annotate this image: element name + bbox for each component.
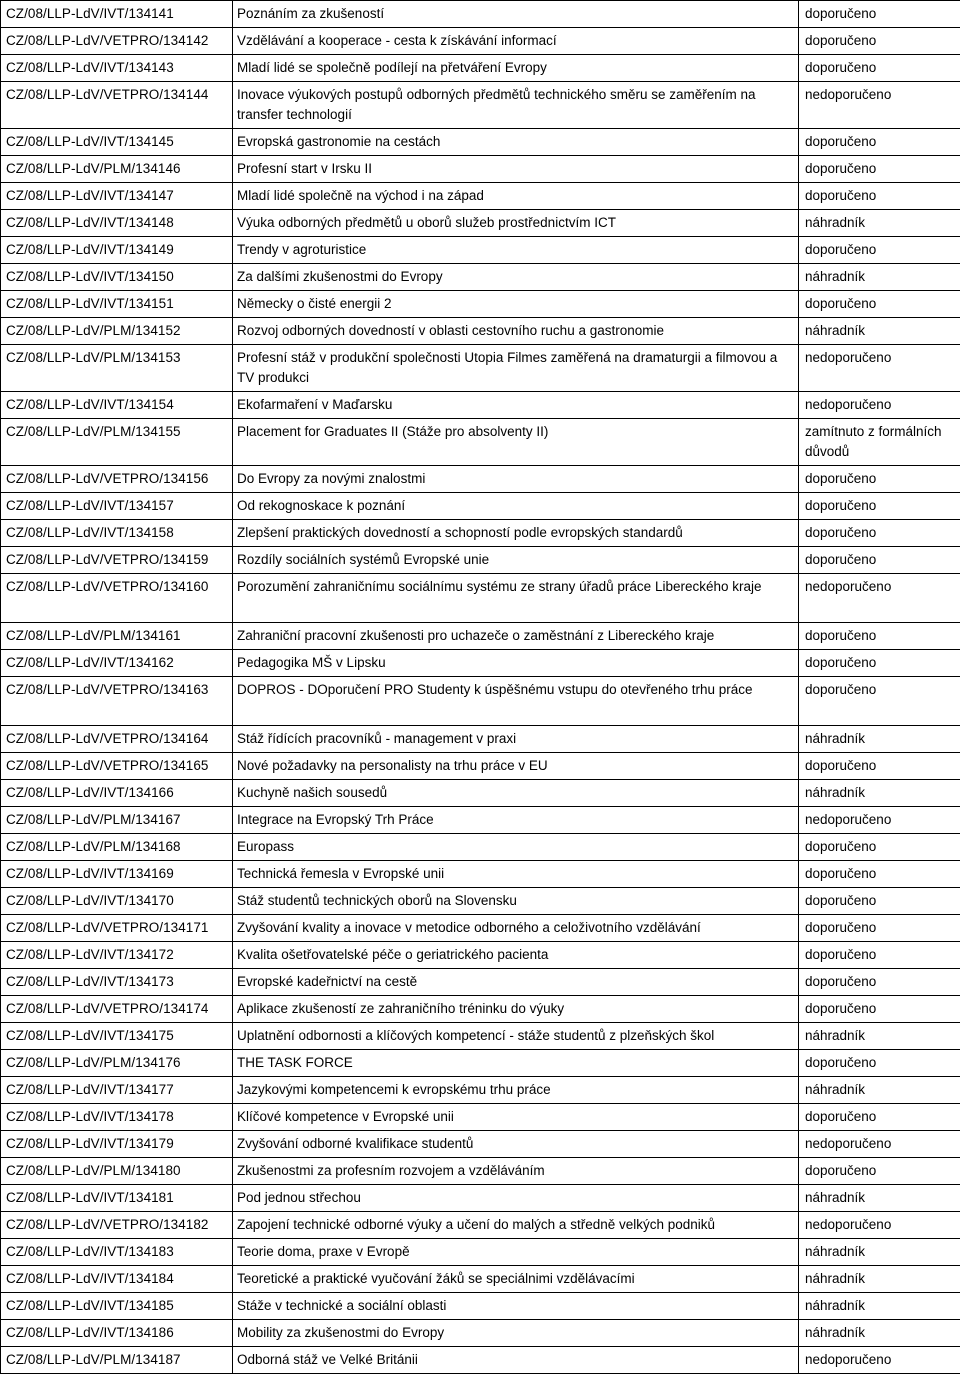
project-title-cell: Německy o čisté energii 2 [233,291,799,318]
status-cell: doporučeno [799,888,960,915]
status-cell: doporučeno [799,237,960,264]
project-code-cell: CZ/08/LLP-LdV/IVT/134151 [1,291,233,318]
project-title-cell: Stáž řídících pracovníků - management v praxi [233,726,799,753]
project-title-cell: Porozumění zahraničnímu sociálnímu systému ze strany úřadů práce Libereckého kraje [233,574,799,623]
table-row [1,1023,960,1050]
project-code-cell: CZ/08/LLP-LdV/IVT/134162 [1,650,233,677]
table-row [1,183,960,210]
table-row [1,1266,960,1293]
project-code-cell: CZ/08/LLP-LdV/VETPRO/134171 [1,915,233,942]
status-cell: náhradník [799,210,960,237]
status-cell: doporučeno [799,861,960,888]
project-title-cell: Inovace výukových postupů odborných předmětů technického směru se zaměřením na transfer technologií [233,82,799,129]
project-code-cell: CZ/08/LLP-LdV/IVT/134170 [1,888,233,915]
project-title-cell: Teorie doma, praxe v Evropě [233,1239,799,1266]
status-cell: doporučeno [799,520,960,547]
table-row [1,493,960,520]
project-code-cell: CZ/08/LLP-LdV/VETPRO/134159 [1,547,233,574]
table-row [1,915,960,942]
project-title-cell: Rozdíly sociálních systémů Evropské unie [233,547,799,574]
project-code-cell: CZ/08/LLP-LdV/PLM/134180 [1,1158,233,1185]
project-code-cell: CZ/08/LLP-LdV/IVT/134181 [1,1185,233,1212]
table-row [1,1158,960,1185]
project-title-cell: Europass [233,834,799,861]
project-code-cell: CZ/08/LLP-LdV/IVT/134183 [1,1239,233,1266]
table-row [1,753,960,780]
table-row [1,55,960,82]
status-cell: doporučeno [799,129,960,156]
project-code-cell: CZ/08/LLP-LdV/VETPRO/134174 [1,996,233,1023]
status-cell: doporučeno [799,996,960,1023]
status-cell: doporučeno [799,28,960,55]
project-code-cell: CZ/08/LLP-LdV/IVT/134175 [1,1023,233,1050]
project-code-cell: CZ/08/LLP-LdV/IVT/134178 [1,1104,233,1131]
table-row [1,807,960,834]
project-code-cell: CZ/08/LLP-LdV/IVT/134149 [1,237,233,264]
project-title-cell: Teoretické a praktické vyučování žáků se speciálnimi vzdělávacími [233,1266,799,1293]
table-row [1,237,960,264]
project-code-cell: CZ/08/LLP-LdV/PLM/134168 [1,834,233,861]
project-title-cell: Technická řemesla v Evropské unii [233,861,799,888]
table-row [1,466,960,493]
table-row [1,547,960,574]
table-row [1,1320,960,1347]
status-cell: doporučeno [799,969,960,996]
project-title-cell: Vzdělávání a kooperace - cesta k získávání informací [233,28,799,55]
table-row [1,264,960,291]
status-cell: nedoporučeno [799,1347,960,1374]
status-cell: doporučeno [799,55,960,82]
project-title-cell: Uplatnění odbornosti a klíčových kompetencí - stáže studentů z plzeňských škol [233,1023,799,1050]
table-row [1,520,960,547]
project-code-cell: CZ/08/LLP-LdV/IVT/134166 [1,780,233,807]
project-code-cell: CZ/08/LLP-LdV/IVT/134148 [1,210,233,237]
table-row [1,1104,960,1131]
project-title-cell: Stáž studentů technických oborů na Slovensku [233,888,799,915]
project-title-cell: Aplikace zkušeností ze zahraničního tréninku do výuky [233,996,799,1023]
table-row [1,1185,960,1212]
status-cell: nedoporučeno [799,1212,960,1239]
table-row [1,1347,960,1374]
project-code-cell: CZ/08/LLP-LdV/PLM/134176 [1,1050,233,1077]
status-cell: doporučeno [799,915,960,942]
status-cell: náhradník [799,318,960,345]
status-cell: nedoporučeno [799,82,960,129]
status-cell: doporučeno [799,493,960,520]
project-code-cell: CZ/08/LLP-LdV/IVT/134145 [1,129,233,156]
project-title-cell: Integrace na Evropský Trh Práce [233,807,799,834]
project-code-cell: CZ/08/LLP-LdV/IVT/134185 [1,1293,233,1320]
project-title-cell: Od rekognoskace k poznání [233,493,799,520]
table-row [1,677,960,726]
project-title-cell: Do Evropy za novými znalostmi [233,466,799,493]
project-title-cell: Evropské kadeřnictví na cestě [233,969,799,996]
table-row [1,996,960,1023]
table-row [1,1050,960,1077]
table-row [1,574,960,623]
status-cell: doporučeno [799,753,960,780]
table-row [1,210,960,237]
project-title-cell: Evropská gastronomie na cestách [233,129,799,156]
status-cell: doporučeno [799,1158,960,1185]
project-title-cell: Zkušenostmi za profesním rozvojem a vzděláváním [233,1158,799,1185]
project-title-cell: Ekofarmaření v Maďarsku [233,392,799,419]
project-code-cell: CZ/08/LLP-LdV/IVT/134172 [1,942,233,969]
project-code-cell: CZ/08/LLP-LdV/IVT/134169 [1,861,233,888]
table-row [1,1293,960,1320]
project-code-cell: CZ/08/LLP-LdV/IVT/134158 [1,520,233,547]
table-row [1,780,960,807]
table-row [1,1212,960,1239]
project-code-cell: CZ/08/LLP-LdV/PLM/134155 [1,419,233,466]
project-code-cell: CZ/08/LLP-LdV/IVT/134143 [1,55,233,82]
project-title-cell: Jazykovými kompetencemi k evropskému trhu práce [233,1077,799,1104]
table-row [1,969,960,996]
project-code-cell: CZ/08/LLP-LdV/IVT/134177 [1,1077,233,1104]
status-cell: zamítnuto z formálních důvodů [799,419,960,466]
table-row [1,345,960,392]
project-title-cell: Placement for Graduates II (Stáže pro absolventy II) [233,419,799,466]
project-title-cell: Zapojení technické odborné výuky a učení do malých a středně velkých podniků [233,1212,799,1239]
project-title-cell: Rozvoj odborných dovedností v oblasti cestovního ruchu a gastronomie [233,318,799,345]
status-cell: náhradník [799,1185,960,1212]
table-row [1,392,960,419]
table-row [1,1077,960,1104]
project-title-cell: Kuchyně našich sousedů [233,780,799,807]
status-cell: náhradník [799,264,960,291]
table-row [1,1239,960,1266]
status-cell: náhradník [799,1239,960,1266]
status-cell: doporučeno [799,650,960,677]
project-title-cell: Mobility za zkušenostmi do Evropy [233,1320,799,1347]
project-title-cell: Profesní start v Irsku II [233,156,799,183]
project-title-cell: Výuka odborných předmětů u oborů služeb prostřednictvím ICT [233,210,799,237]
project-code-cell: CZ/08/LLP-LdV/PLM/134187 [1,1347,233,1374]
project-title-cell: Poznáním za zkušeností [233,1,799,28]
table-row [1,726,960,753]
project-title-cell: THE TASK FORCE [233,1050,799,1077]
table-row [1,650,960,677]
project-code-cell: CZ/08/LLP-LdV/IVT/134150 [1,264,233,291]
status-cell: náhradník [799,1077,960,1104]
project-code-cell: CZ/08/LLP-LdV/PLM/134146 [1,156,233,183]
status-cell: nedoporučeno [799,392,960,419]
project-title-cell: Zvyšování kvality a inovace v metodice odborného a celoživotního vzdělávání [233,915,799,942]
project-code-cell: CZ/08/LLP-LdV/PLM/134152 [1,318,233,345]
project-title-cell: Profesní stáž v produkční společnosti Utopia Filmes zaměřená na dramaturgii a filmovou a TV produkci [233,345,799,392]
status-cell: doporučeno [799,834,960,861]
project-title-cell: Klíčové kompetence v Evropské unii [233,1104,799,1131]
status-cell: doporučeno [799,466,960,493]
table-row [1,888,960,915]
project-title-cell: DOPROS - DOporučení PRO Studenty k úspěšnému vstupu do otevřeného trhu práce [233,677,799,726]
project-title-cell: Pedagogika MŠ v Lipsku [233,650,799,677]
table-row [1,318,960,345]
status-cell: doporučeno [799,677,960,726]
status-cell: doporučeno [799,156,960,183]
table-row [1,82,960,129]
project-code-cell: CZ/08/LLP-LdV/IVT/134184 [1,1266,233,1293]
project-title-cell: Zlepšení praktických dovedností a schopností podle evropských standardů [233,520,799,547]
table-row [1,942,960,969]
project-code-cell: CZ/08/LLP-LdV/IVT/134147 [1,183,233,210]
project-code-cell: CZ/08/LLP-LdV/PLM/134167 [1,807,233,834]
status-cell: nedoporučeno [799,1131,960,1158]
table-row [1,1131,960,1158]
status-cell: doporučeno [799,291,960,318]
project-code-cell: CZ/08/LLP-LdV/IVT/134173 [1,969,233,996]
status-cell: doporučeno [799,1,960,28]
project-title-cell: Zvyšování odborné kvalifikace studentů [233,1131,799,1158]
project-code-cell: CZ/08/LLP-LdV/PLM/134153 [1,345,233,392]
project-code-cell: CZ/08/LLP-LdV/VETPRO/134163 [1,677,233,726]
table-row [1,291,960,318]
status-cell: doporučeno [799,623,960,650]
project-title-cell: Nové požadavky na personalisty na trhu práce v EU [233,753,799,780]
status-cell: náhradník [799,726,960,753]
project-code-cell: CZ/08/LLP-LdV/IVT/134154 [1,392,233,419]
status-cell: nedoporučeno [799,345,960,392]
project-code-cell: CZ/08/LLP-LdV/VETPRO/134144 [1,82,233,129]
project-code-cell: CZ/08/LLP-LdV/IVT/134157 [1,493,233,520]
status-cell: doporučeno [799,1104,960,1131]
project-code-cell: CZ/08/LLP-LdV/VETPRO/134164 [1,726,233,753]
status-cell: náhradník [799,1266,960,1293]
status-cell: doporučeno [799,942,960,969]
project-title-cell: Za dalšími zkušenostmi do Evropy [233,264,799,291]
status-cell: nedoporučeno [799,807,960,834]
table-row [1,861,960,888]
status-cell: doporučeno [799,1050,960,1077]
project-code-cell: CZ/08/LLP-LdV/VETPRO/134156 [1,466,233,493]
project-code-cell: CZ/08/LLP-LdV/IVT/134141 [1,1,233,28]
status-cell: doporučeno [799,183,960,210]
project-title-cell: Pod jednou střechou [233,1185,799,1212]
project-title-cell: Mladí lidé společně na východ i na západ [233,183,799,210]
project-title-cell: Odborná stáž ve Velké Británii [233,1347,799,1374]
table-row [1,1,960,28]
project-title-cell: Stáže v technické a sociální oblasti [233,1293,799,1320]
project-code-cell: CZ/08/LLP-LdV/VETPRO/134182 [1,1212,233,1239]
project-title-cell: Trendy v agroturistice [233,237,799,264]
project-code-cell: CZ/08/LLP-LdV/VETPRO/134160 [1,574,233,623]
project-title-cell: Zahraniční pracovní zkušenosti pro uchazeče o zaměstnání z Libereckého kraje [233,623,799,650]
status-cell: doporučeno [799,547,960,574]
project-title-cell: Mladí lidé se společně podílejí na přetváření Evropy [233,55,799,82]
status-cell: náhradník [799,780,960,807]
table-row [1,156,960,183]
project-code-cell: CZ/08/LLP-LdV/VETPRO/134165 [1,753,233,780]
table-row [1,28,960,55]
status-cell: náhradník [799,1293,960,1320]
project-code-cell: CZ/08/LLP-LdV/IVT/134179 [1,1131,233,1158]
table-row [1,834,960,861]
table-row [1,129,960,156]
status-cell: náhradník [799,1320,960,1347]
project-code-cell: CZ/08/LLP-LdV/IVT/134186 [1,1320,233,1347]
project-code-cell: CZ/08/LLP-LdV/VETPRO/134142 [1,28,233,55]
project-code-cell: CZ/08/LLP-LdV/PLM/134161 [1,623,233,650]
table-row [1,623,960,650]
status-cell: nedoporučeno [799,574,960,623]
status-cell: náhradník [799,1023,960,1050]
project-title-cell: Kvalita ošetřovatelské péče o geriatrického pacienta [233,942,799,969]
table-row [1,419,960,466]
table-body [1,1,960,1374]
